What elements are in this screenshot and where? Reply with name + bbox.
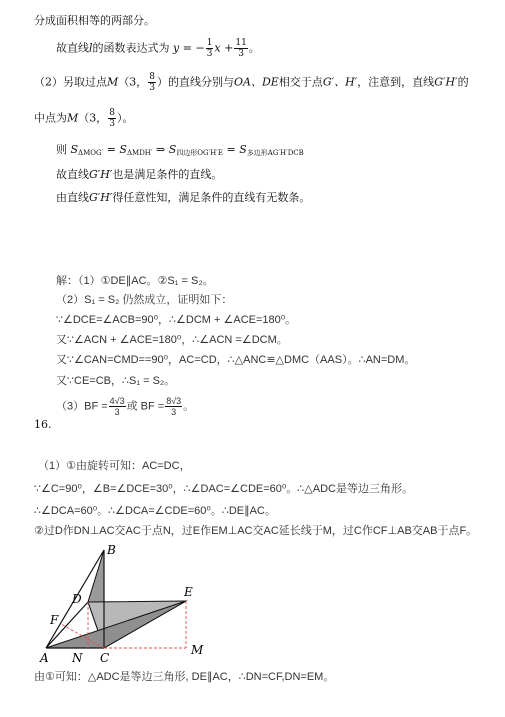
label-d: D xyxy=(72,592,82,606)
label-f: F xyxy=(50,613,59,627)
fraction: $\frac{4√3}{3}$ xyxy=(109,396,125,417)
proof-line-5: 由①可知：△ADC是等边三角形, DE∥AC，∴DN=CF,DN=EM。 xyxy=(34,671,335,683)
solution-line-6: 又∵CE=CB，∴S₁ = S₂。 xyxy=(56,375,176,387)
label-n: N xyxy=(72,651,83,665)
solution-line-4: 又∵∠ACN + ∠ACE=180⁰，∴∠ACN =∠DCM。 xyxy=(56,334,288,346)
label-a: A xyxy=(40,651,49,665)
fraction: $\frac{8√3}{3}$ xyxy=(166,396,182,417)
text-line-1: 分成面积相等的两部分。 xyxy=(34,14,155,27)
solution-line-2: （2）S₁ = S₂ 仍然成立，证明如下： xyxy=(56,294,233,306)
solution-line-3: ∵∠DCE=∠ACB=90⁰，∴∠DCM + ∠ACE=180⁰。 xyxy=(56,314,297,326)
text-line-7: 由直线G′H′得任意性知，满足条件的直线有无数条。 xyxy=(56,191,311,204)
proof-line-4: ②过D作DN⊥AC交AC于点N，过E作EM⊥AC交AC延长线于M，过C作CF⊥AB交AB于点F。 xyxy=(34,525,478,537)
fraction: $\frac{8}{3}$ xyxy=(149,72,155,93)
text-line-3: （2）另取过点M（3， $\frac{8}{3}$ ）的直线分别与OA、DE相交于点G′、H′，注意到，直线G′H′的 xyxy=(34,72,469,93)
label-b: B xyxy=(107,544,116,557)
question-number: 16. xyxy=(34,418,52,431)
solution-line-5: 又∵∠CAN=CMD==90⁰，AC=CD，∴△ANC≌△DMC（AAS）。∴AN=DM。 xyxy=(56,354,416,366)
label-e: E xyxy=(184,585,193,599)
fraction: $\frac{1}{3}$ xyxy=(206,38,213,59)
label-c: C xyxy=(100,651,110,665)
text-line-2: 故直线l的函数表达式为 y = − $\frac{1}{3}$ x + $\frac{11}{3}$ 。 xyxy=(56,38,260,59)
text-line-4: 中点为M（3， $\frac{8}{3}$ ）。 xyxy=(34,108,134,129)
geometry-figure xyxy=(34,544,234,666)
text-line-6: 故直线G′H′也是满足条件的直线。 xyxy=(56,168,223,181)
solution-line-7: （3）BF = $\frac{4√3}{3}$ 或 BF = $\frac{8√3}{3}$ 。 xyxy=(56,396,195,417)
label-m: M xyxy=(191,643,204,657)
text-line-5: 则 $S_{\Delta MOG'} = S_{\Delta MDH'}$ ⇒ $S_{四边形OG'H'E} = S_{多边形AG'H'DCB}$ xyxy=(56,143,304,157)
proof-line-2: ∵∠C=90⁰，∠B=∠DCE=30⁰，∴∠DAC=∠CDE=60⁰。∴△ADC是等边三角形。 xyxy=(34,483,413,495)
fraction: $\frac{11}{3}$ xyxy=(235,38,247,59)
fraction: $\frac{8}{3}$ xyxy=(109,108,115,129)
proof-line-1: （1）①由旋转可知：AC=DC， xyxy=(38,460,191,472)
solution-line-1: 解：（1）①DE∥AC。②S₁ = S₂。 xyxy=(56,275,214,287)
proof-line-3: ∴∠DCA=60⁰。∴∠DCA=∠CDE=60⁰。∴DE∥AC。 xyxy=(34,505,276,517)
